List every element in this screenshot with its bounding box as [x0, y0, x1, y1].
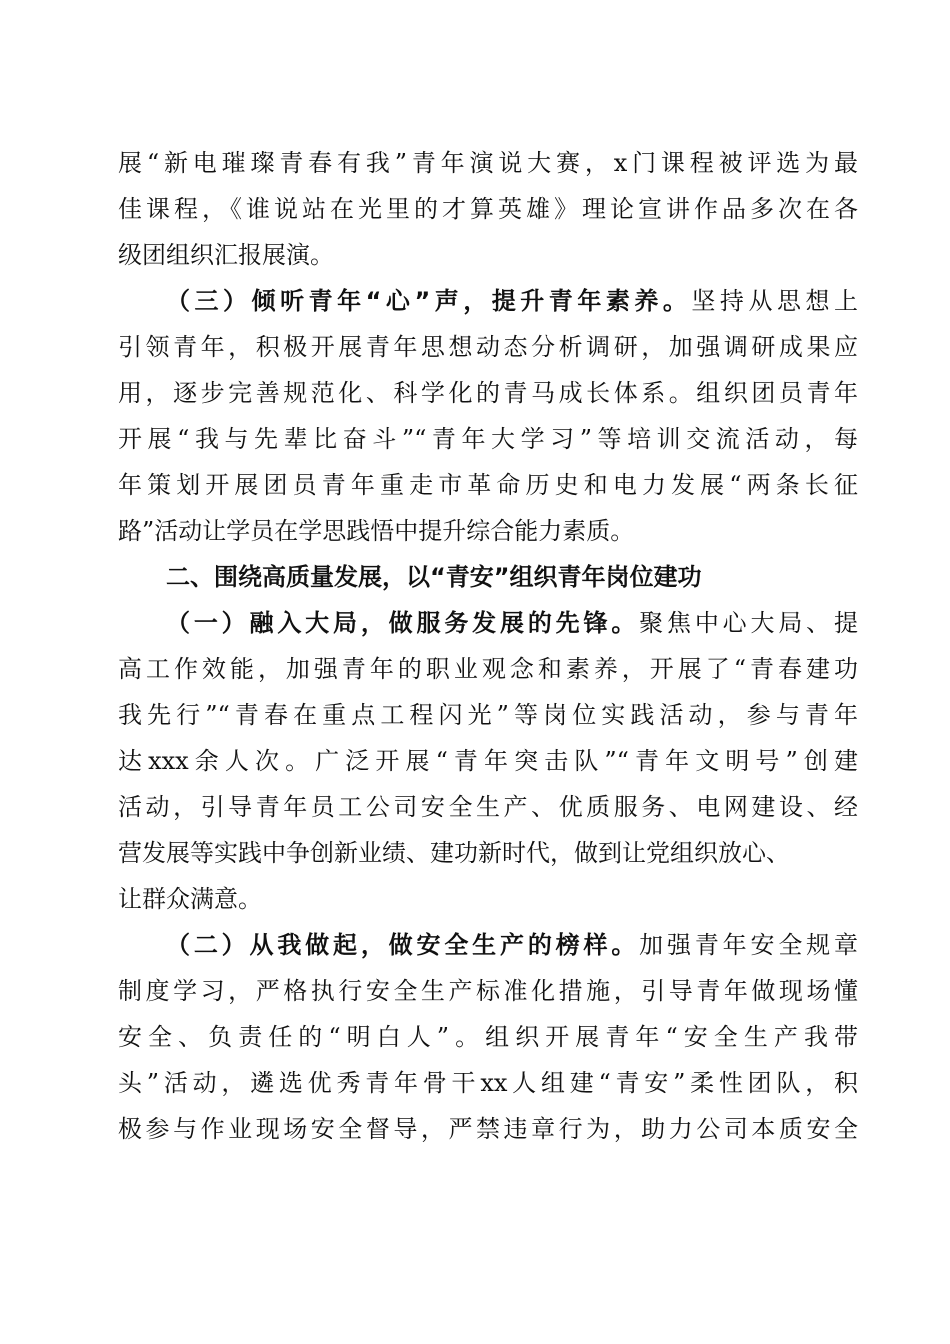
text-line: 让群众满意。	[118, 885, 262, 913]
text-line: 安全、负责任的“明白人”。组织开展青年“安全生产我带	[118, 1023, 858, 1051]
text-run: 聚焦中心大局、提	[639, 609, 859, 637]
text-line: 展“新电璀璨青春有我”青年演说大赛，x门课程被评选为最	[118, 149, 858, 177]
text-line: 营发展等实践中争创新业绩、建功新时代，做到让党组织放心、	[118, 839, 790, 867]
text-line: 路”活动让学员在学思践悟中提升综合能力素质。	[118, 517, 635, 545]
text-line: 头”活动，遴选优秀青年骨干xx人组建“青安”柔性团队，积	[118, 1069, 858, 1097]
text-line: 年策划开展团员青年重走市革命历史和电力发展“两条长征	[118, 471, 858, 499]
document-body	[118, 140, 858, 1152]
text-line: 引领青年，积极开展青年思想动态分析调研，加强调研成果应	[118, 333, 858, 361]
text-run: 加强青年安全规章	[639, 931, 859, 959]
text-line: 用，逐步完善规范化、科学化的青马成长体系。组织团员青年	[118, 379, 858, 407]
text-line: 达xxx余人次。广泛开展“青年突击队”“青年文明号”创建	[118, 747, 858, 775]
text-line: 开展“我与先辈比奋斗”“青年大学习”等培训交流活动，每	[118, 425, 858, 453]
text-line	[118, 278, 858, 324]
paragraph-3	[118, 600, 858, 922]
text-line: 级团组织汇报展演。	[118, 241, 334, 269]
text-line: 高工作效能，加强青年的职业观念和素养，开展了“青春建功	[118, 655, 858, 683]
text-line: 活动，引导青年员工公司安全生产、优质服务、电网建设、经	[118, 793, 858, 821]
paragraph-1	[118, 140, 858, 278]
paragraph-2	[118, 278, 858, 554]
paragraph-lead: （三）倾听青年“心”声，提升青年素养。	[166, 287, 692, 315]
paragraph-lead: （二）从我做起，做安全生产的榜样。	[166, 931, 640, 959]
paragraph-4	[118, 922, 858, 1152]
text-line	[118, 600, 858, 646]
text-line: 制度学习，严格执行安全生产标准化措施，引导青年做现场懂	[118, 977, 858, 1005]
text-line: 极参与作业现场安全督导，严禁违章行为，助力公司本质安全	[118, 1115, 858, 1143]
section-heading: 二、围绕高质量发展，以“青安”组织青年岗位建功	[166, 563, 702, 591]
text-line: 佳课程，《谁说站在光里的才算英雄》理论宣讲作品多次在各	[118, 195, 858, 223]
text-line	[118, 922, 858, 968]
text-run: 坚持从思想上	[691, 287, 859, 315]
text-line: 我先行”“青春在重点工程闪光”等岗位实践活动，参与青年	[118, 701, 858, 729]
paragraph-lead: （一）融入大局，做服务发展的先锋。	[166, 609, 640, 637]
